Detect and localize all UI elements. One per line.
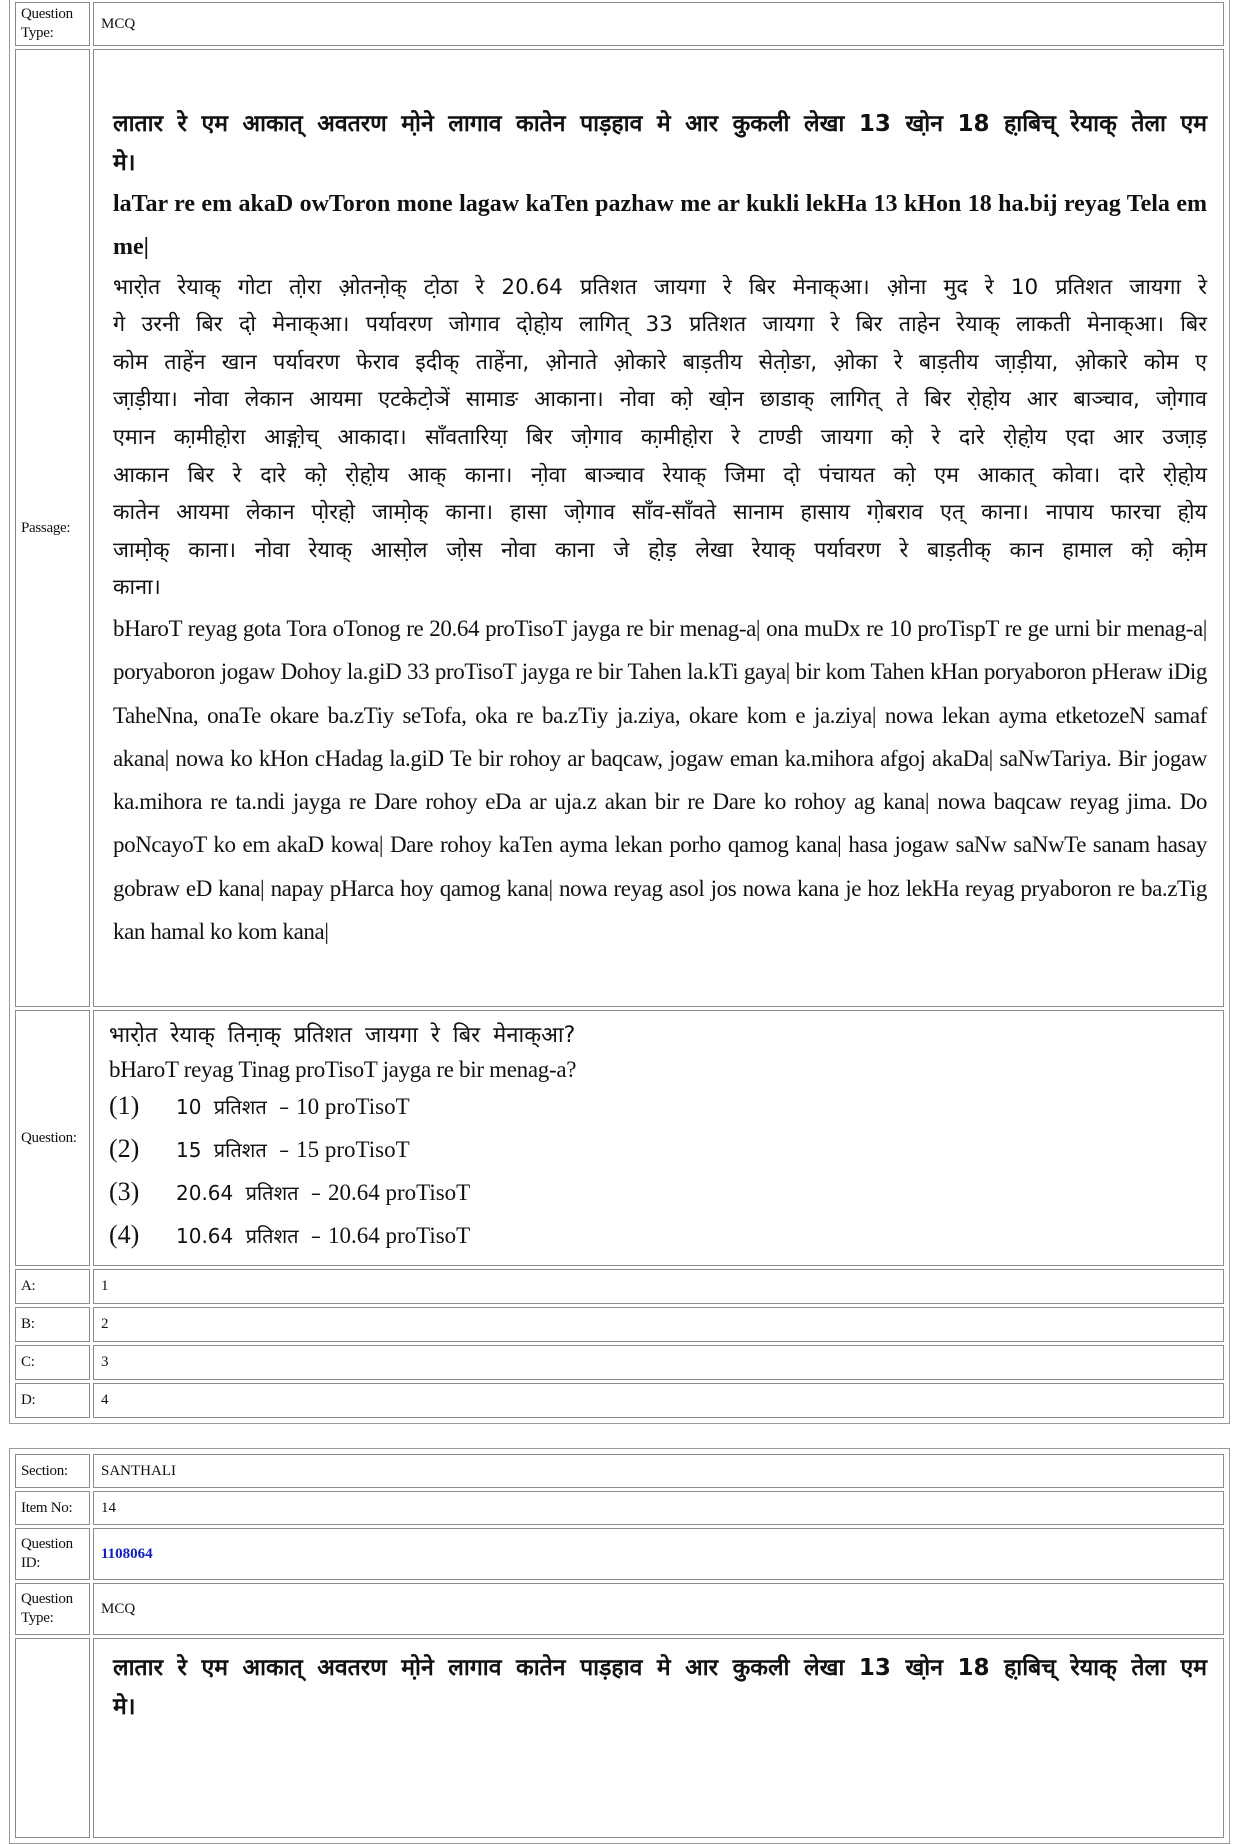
question-id-value: 1108064	[101, 1545, 153, 1562]
label-passage	[15, 1638, 90, 1838]
row-question	[15, 1010, 1224, 1266]
label-d: D:	[15, 1383, 90, 1418]
label-question-type: Question Type:	[15, 1583, 90, 1635]
option-2	[109, 1128, 1207, 1171]
question-table-2	[12, 1451, 1227, 1841]
option-3	[109, 1171, 1207, 1214]
option-hindi: 20.64 प्रतिशत –	[176, 1181, 321, 1205]
label-passage: Passage:	[15, 49, 90, 1007]
value-b: 2	[93, 1307, 1224, 1342]
question-text-hindi: भारो़त रेयाक् तिना़क् प्रतिशत जायगा रे बिर मेनाक्आ?	[109, 1023, 576, 1048]
value-a: 1	[93, 1269, 1224, 1304]
value-d: 4	[93, 1383, 1224, 1418]
passage-cell	[93, 49, 1224, 1007]
row-answer-c	[15, 1345, 1224, 1380]
passage-text-hindi: भारो़त रेयाक् गोटा तो़रा ओ़तनो़क् टो़ठा रे 20.64 प्रतिशत जायगा रे बिर मेनाक्आ। ओ़ना मुद रे 10 प्रतिशत जायगा रे गे उरनी बिर दो़ मेनाक्आ। पर्यावरण जोगाव दो़हो़य लागित् 33 प्रतिशत जायगा रे बिर ताहेन रेयाक् लाकती मेनाक्आ। बिर कोम ताहेंन खान पर्यावरण फेराव इदीक् ताहेंना, ओ़नाते ओ़कारे बाड़तीय सेतो़ङा, ओ़का रे बाड़तीय जा़ड़ीया, ओ़कारे कोम ए जा़ड़ीया। नोवा लेकान आयमा एटकेटो़ञें सामाङ आकाना। नोवा को़ खो़न छाडाक् लागित् ते बिर रो़हो़य आर बाञ्चाव, जो़गाव एमान का़मीहो़रा आङ्गो़च् आकादा। साँवतारिया़ बिर जो़गाव का़मीहो़रा रे टाण्डी जायगा को़ रे दारे रो़हो़य एदा आर उजा़ड़ आकान बिर रे दारे को़ रो़हो़य आक् काना। नो़वा बाञ्चाव रेयाक् जिमा दो़ पंचायत को़ एम आकात् कोवा। दारे रो़हो़य कातेन आयमा लेकान पो़रहो़ जामो़क् काना। हासा जो़गाव साँव-साँवते सानाम हासाय गो़बराव एत् काना। नापाय फारचा हो़य जामो़क् काना। नोवा रेयाक् आसो़ल जो़स नोवा काना जे हो़ड़ लेखा रेयाक् पर्यावरण रे बाड़तीक् कान हामाल को़ को़म काना।	[113, 274, 1208, 601]
label-c: C:	[15, 1345, 90, 1380]
option-latin: 10 proTisoT	[296, 1094, 410, 1119]
value-question-type: MCQ	[93, 1583, 1224, 1635]
question-card-1	[9, 0, 1230, 1424]
row-answer-d	[15, 1383, 1224, 1418]
option-4	[109, 1214, 1207, 1257]
option-number: (3)	[109, 1177, 140, 1206]
value-item-no: 14	[93, 1491, 1224, 1525]
label-a: A:	[15, 1269, 90, 1304]
option-hindi: 10 प्रतिशत –	[176, 1095, 290, 1119]
option-latin: 20.64 proTisoT	[327, 1180, 471, 1205]
option-hindi: 10.64 प्रतिशत –	[176, 1224, 321, 1248]
value-question-id	[93, 1528, 1224, 1580]
passage-text-latin: bHaroT reyag gota Tora oTonog re 20.64 proTisoT jayga re bir menag-a| ona muDx re 10 proTispT re ge urni bir menag-a| poryaboron jogaw Dohoy la.giD 33 proTisoT jayga re bir Tahen la.kTi gaya| bir kom Tahen kHan poryaboron pHeraw iDig TaheNna, onaTe okare ba.zTiy seTofa, oka re ba.zTiy ja.ziya, okare kom e ja.ziya| nowa lekan ayma etketozeN samaf akana| nowa ko kHon cHadag la.giD Te bir rohoy ar baqcaw, jogaw eman ka.mihora afgoj akaDa| saNwTariya. Bir jogaw ka.mihora re ta.ndi jayga re Dare rohoy eDa ar uja.z akan bir re Dare ko rohoy ag kana| nowa baqcaw reyag jima. Do poNcayoT ko em akaD kowa| Dare rohoy kaTen ayma lekan porho qamog kana| hasa jogaw saNw saNwTe sanam hasay gobraw eD kana| napay pHarca hoy qamog kana| nowa reyag asol jos nowa kana je hoz lekHa reyag pryaboron re ba.zTig kan hamal ko kom kana|	[113, 615, 1207, 945]
row-question-id	[15, 1528, 1224, 1580]
label-question-type: Question Type:	[15, 2, 90, 46]
passage-cell	[93, 1638, 1224, 1838]
option-1	[109, 1085, 1207, 1128]
label-item-no: Item No:	[15, 1491, 90, 1525]
label-question: Question:	[15, 1010, 90, 1266]
options-list	[109, 1085, 1207, 1257]
row-question-type	[15, 2, 1224, 46]
label-b: B:	[15, 1307, 90, 1342]
row-section	[15, 1454, 1224, 1488]
row-item-no	[15, 1491, 1224, 1525]
question-text-latin: bHaroT reyag Tinag proTisoT jayga re bir menag-a?	[109, 1057, 577, 1082]
option-number: (4)	[109, 1220, 140, 1249]
row-answer-b	[15, 1307, 1224, 1342]
option-latin: 15 proTisoT	[296, 1137, 410, 1162]
row-passage	[15, 49, 1224, 1007]
option-hindi: 15 प्रतिशत –	[176, 1138, 290, 1162]
row-answer-a	[15, 1269, 1224, 1304]
value-c: 3	[93, 1345, 1224, 1380]
row-question-type-2	[15, 1583, 1224, 1635]
row-passage-2	[15, 1638, 1224, 1838]
option-number: (1)	[109, 1091, 140, 1120]
question-cell	[93, 1010, 1224, 1266]
question-table-1	[12, 0, 1227, 1421]
passage-heading-hindi: लातार रे एम आकात् अवतरण मो़ने लागाव कातेन पाड़हाव मे आर कुकली लेखा 13 खो़न 18 हा़बिच् रेयाक् तेला एम मे।	[113, 110, 1207, 176]
value-section: SANTHALI	[93, 1454, 1224, 1488]
passage-heading-latin: laTar re em akaD owToron mone lagaw kaTen pazhaw me ar kukli lekHa 13 kHon 18 ha.bij reyag Tela em me|	[113, 190, 1207, 260]
question-card-2	[9, 1448, 1230, 1844]
option-number: (2)	[109, 1134, 140, 1163]
label-question-id: Question ID:	[15, 1528, 90, 1580]
passage-heading-hindi: लातार रे एम आकात् अवतरण मो़ने लागाव कातेन पाड़हाव मे आर कुकली लेखा 13 खो़न 18 हा़बिच् रेयाक् तेला एम मे।	[113, 1655, 1207, 1720]
label-section: Section:	[15, 1454, 90, 1488]
value-question-type: MCQ	[93, 2, 1224, 46]
option-latin: 10.64 proTisoT	[327, 1223, 471, 1248]
